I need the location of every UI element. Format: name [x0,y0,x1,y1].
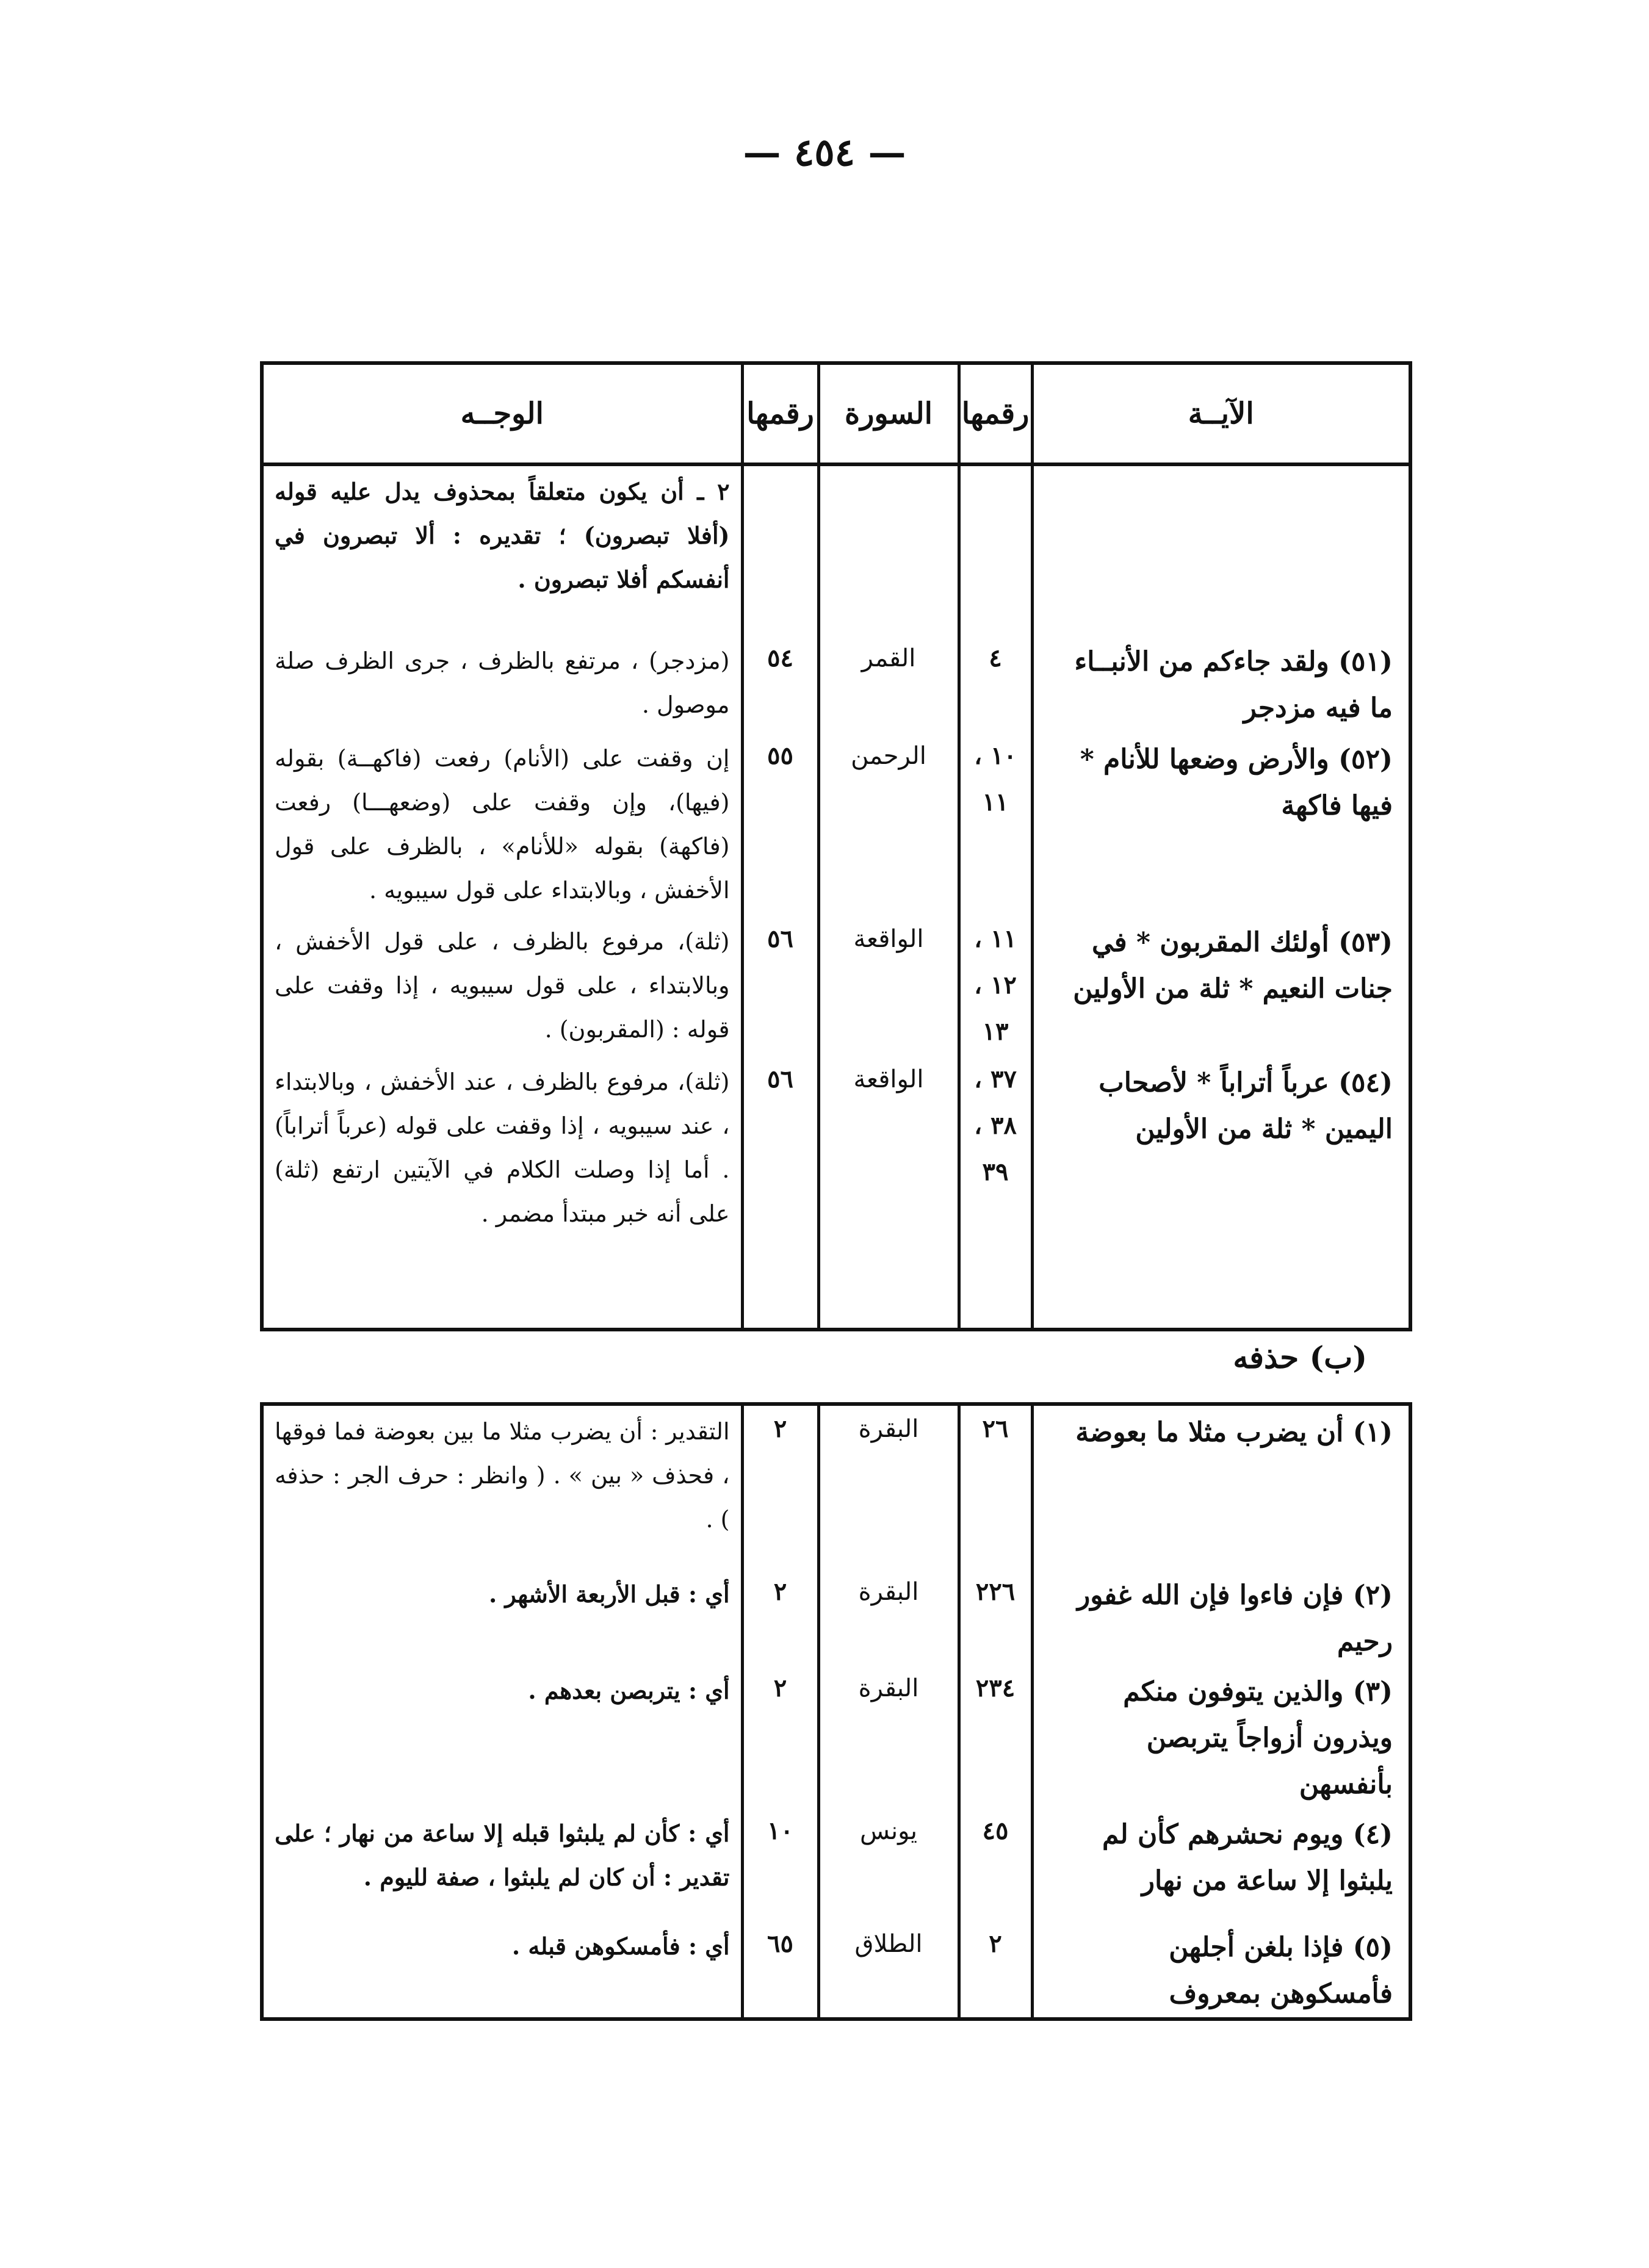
table-row [262,1056,1410,1330]
ayah-number: ٢ [959,1921,1032,2019]
ayah-number: ٢٦ [959,1404,1032,1569]
header-ayah-number: رقمها [959,363,1032,464]
header-surah-number: رقمها [742,363,818,464]
ayah-number: ٢٢٦ [959,1569,1032,1665]
wajh-text: (ثلة)، مرفوع بالظرف ، على قول الأخفش ، وبالابتداء ، على قول سيبويه ، إذا وقفت على قوله : (المقربون) . [262,916,742,1056]
ayah-number: ٤٥ [959,1808,1032,1921]
surah-number: ٢ [742,1569,818,1665]
wajh-text: أي : قبل الأربعة الأشهر . [262,1569,742,1665]
wajh-text: أي : يتربصن بعدهم . [262,1665,742,1808]
surah-name: البقرة [818,1665,959,1808]
wajh-text: (ثلة)، مرفوع بالظرف ، عند الأخفش ، وبالابتداء ، عند سيبويه ، إذا وقفت على قوله (عرباً أتراباً) . أما إذا وصلت الكلام في الآيتين ارتفع (ثلة) على أنه خبر مبتدأ مضمر . [262,1056,742,1330]
ayah-number: ١٠ ، ١١ [959,733,1032,916]
ayah-text: (٤) ويوم نحشرهم كأن لم يلبثوا إلا ساعة من نهار [1032,1808,1410,1921]
surah-name: يونس [818,1808,959,1921]
surah-number: ٥٥ [742,733,818,916]
ayah-text: (٥) فإذا بلغن أجلهن فأمسكوهن بمعروف [1032,1921,1410,2019]
header-surah: السورة [818,363,959,464]
table-row [262,635,1410,733]
ayah-text: (٥٣) أولئك المقربون * في جنات النعيم * ثلة من الأولين [1032,916,1410,1056]
ayah-text: (٥٢) والأرض وضعها للأنام * فيها فاكهة [1032,733,1410,916]
surah-number: ٢ [742,1665,818,1808]
surah-name: الطلاق [818,1921,959,2019]
ayah-number: ٣٧ ، ٣٨ ، ٣٩ [959,1056,1032,1330]
ayah-text: (٣) والذين يتوفون منكم ويذرون أزواجاً يتربصن بأنفسهن [1032,1665,1410,1808]
table-row [262,916,1410,1056]
ayah-text: (٢) فإن فاءوا فإن الله غفور رحيم [1032,1569,1410,1665]
table-row [262,1921,1410,2019]
wajh-text: (مزدجر) ، مرتفع بالظرف ، جرى الظرف صلة موصول . [262,635,742,733]
wajh-text: أي : كأن لم يلبثوا قبله إلا ساعة من نهار ؛ على تقدير : أن كان لم يلبثوا ، صفة لليوم . [262,1808,742,1921]
surah-number: ٥٦ [742,916,818,1056]
table-row [262,733,1410,916]
table-row [262,1569,1410,1665]
header-wajh: الوجــه [262,363,742,464]
wajh-text: إن وقفت على (الأنام) رفعت (فاكهــة) بقوله (فيها)، وإن وقفت على (وضعهـــا) رفعت (فاكهة) بقوله «للأنام» ، بالظرف على قول الأخفش ، وبالابتداء على قول سيبويه . [262,733,742,916]
surah-name [818,464,959,635]
wajh-text: أي : فأمسكوهن قبله . [262,1921,742,2019]
table-row [262,1665,1410,1808]
table-row [262,1404,1410,1569]
surah-number: ٥٤ [742,635,818,733]
surah-name: القمر [818,635,959,733]
table-header-row [262,363,1410,464]
page-number: — ٤٥٤ — [743,130,906,175]
header-ayah: الآيــة [1032,363,1410,464]
wajh-text: التقدير : أن يضرب مثلا ما بين بعوضة فما فوقها ، فحذف « بين » . ( وانظر : حرف الجر : حذفه ) . [262,1404,742,1569]
ayah-number: ٢٣٤ [959,1665,1032,1808]
table-row [262,1808,1410,1921]
section-label: (ب) حذفه [1233,1339,1367,1375]
surah-number: ٥٦ [742,1056,818,1330]
ayah-text: (٥١) ولقد جاءكم من الأنبــاء ما فيه مزدجر [1032,635,1410,733]
surah-name: الرحمن [818,733,959,916]
surah-number: ١٠ [742,1808,818,1921]
ayah-number [959,464,1032,635]
surah-name: البقرة [818,1569,959,1665]
surah-name: البقرة [818,1404,959,1569]
surah-number: ٢ [742,1404,818,1569]
surah-name: الواقعة [818,916,959,1056]
surah-number [742,464,818,635]
grammar-table-omission [260,1402,1412,2021]
grammar-table [260,361,1412,1331]
wajh-text: ٢ ـ أن يكون متعلقاً بمحذوف يدل عليه قوله (أفلا تبصرون) ؛ تقديره : ألا تبصرون في أنفسكم أفلا تبصرون . [262,464,742,635]
ayah-text: (٥٤) عرباً أتراباً * لأصحاب اليمين * ثلة من الأولين [1032,1056,1410,1330]
ayah-text: (١) أن يضرب مثلا ما بعوضة [1032,1404,1410,1569]
surah-name: الواقعة [818,1056,959,1330]
ayah-number: ٤ [959,635,1032,733]
surah-number: ٦٥ [742,1921,818,2019]
ayah-text [1032,464,1410,635]
ayah-number: ١١ ، ١٢ ، ١٣ [959,916,1032,1056]
table-row [262,464,1410,635]
